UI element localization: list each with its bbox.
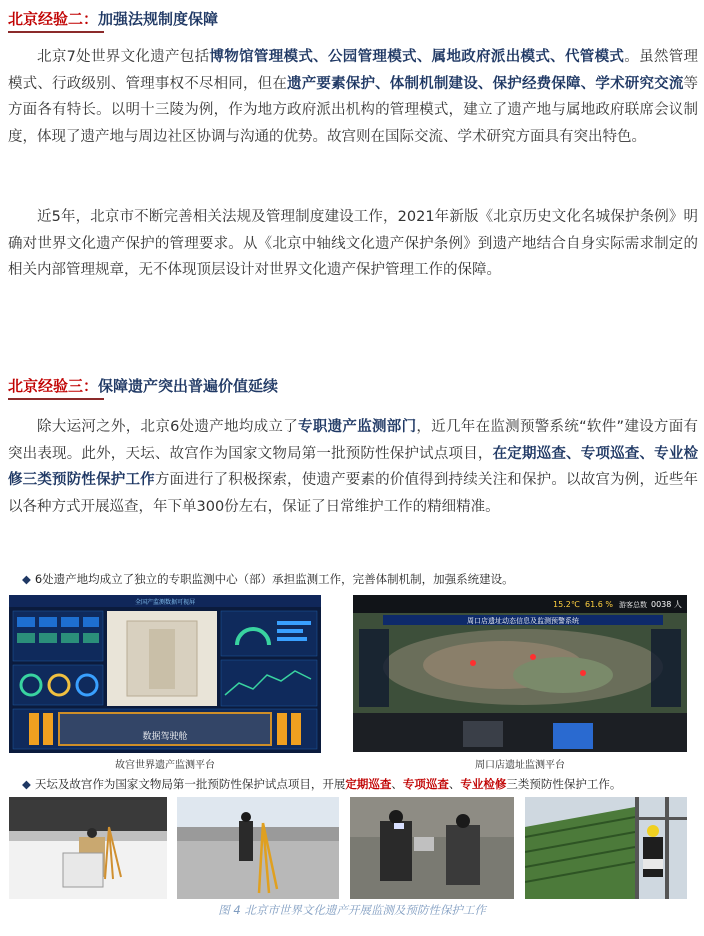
screen-humidity: 61.6 %	[585, 600, 613, 609]
monitoring-screen-illustration	[353, 595, 687, 752]
paragraph-text: 北京7处世界文化遗产包括	[37, 49, 210, 65]
section3-label: 北京经验三：	[8, 377, 99, 395]
dashboard-title: 全国产监测数据可视屏	[134, 599, 196, 606]
photo-terrace-survey-illustration	[177, 797, 339, 899]
photo-close-inspection	[350, 797, 514, 899]
section3-heading	[8, 376, 278, 396]
section2-heading	[8, 9, 218, 29]
paragraph-text: 等方面各有特长。以明十三陵为例，作为地方政府派出机构的管理模式，建立了遗产地与属地政府联席会议制度，体现了遗产地与周边社区协调与沟通的优势。故宫则在国际交流、学术研究方面具有突出特色。	[8, 75, 699, 145]
photo-roof-inspection	[525, 797, 687, 899]
highlighted-phrase: 遗产要素保护、体制机制建设、保护经费保障、学术研究交流	[287, 75, 684, 92]
forbidden-city-dashboard-image	[9, 595, 321, 753]
highlighted-phrase: 博物馆管理模式、公园管理模式、属地政府派出模式、代管模式	[209, 49, 625, 65]
section2-underline	[8, 31, 104, 33]
paragraph-text: ，近几年在监测预警系统“软件”建设方面有突出表现。此外，天坛、故宫作为国家文物局第一批预防性保护试点项目，	[8, 419, 699, 462]
zhoukoudian-monitoring-screen-image	[353, 595, 687, 752]
screen-header-text: 周口店遗址动态信息及监测预警系统	[467, 617, 579, 625]
screen-temperature: 15.2℃	[553, 600, 580, 609]
figure-bullet-2	[22, 776, 621, 792]
photo-snow-survey	[9, 797, 167, 899]
highlighted-phrase: 专职遗产监测部门	[298, 419, 417, 435]
figure-bullet-2-text: 天坛及故宫作为国家文物局第一批预防性保护试点项目，开展	[34, 777, 346, 791]
image1-caption: 故宫世界遗产监测平台	[115, 760, 215, 771]
screen-visitor-label: 游客总数	[619, 601, 647, 609]
image2-caption: 周口店遗址监测平台	[475, 760, 565, 771]
figure-bullet-2-separator-1: 、	[391, 777, 403, 791]
dashboard-illustration	[9, 595, 321, 753]
section2-label: 北京经验二：	[8, 10, 99, 28]
figure-bullet-2-highlight-2: 专项巡查	[402, 777, 449, 791]
figure-bullet-2-text-end: 三类预防性保护工作。	[506, 777, 622, 791]
highlighted-phrase: 在定期巡查、专项巡查、专业检修三类预防性保护工作	[8, 445, 699, 488]
photo-close-inspection-illustration	[350, 797, 514, 899]
figure-bullet-1-text: 6处遗产地均成立了独立的专职监测中心（部）承担监测工作，完善体制机制，加强系统建设。	[34, 572, 514, 586]
paragraph-text: 。虽然管理模式、行政级别、管理事权不尽相同，但在	[8, 49, 699, 92]
figure-bullet-1	[22, 571, 514, 587]
dashboard-overlay-text: 数据驾驶舱	[142, 732, 188, 742]
section2-paragraph-2: 近5年，北京市不断完善相关法规及管理制度建设工作，2021年新版《北京历史文化名城保护条例》明确对世界文化遗产保护的管理要求。从《北京中轴线文化遗产保护条例》到遗产地结合自身实际需求制定的相关内部管理规章，无不体现顶层设计对世界文化遗产保护管理工作的保障。	[8, 209, 698, 278]
diamond-bullet-icon: ◆	[22, 777, 31, 791]
figure-caption: 图 4 北京市世界文化遗产开展监测及预防性保护工作	[218, 903, 486, 917]
photo-terrace-survey	[177, 797, 339, 899]
photo-snow-survey-illustration	[9, 797, 167, 899]
section3-underline	[8, 398, 104, 400]
section2-paragraph-1	[8, 44, 698, 150]
diamond-bullet-icon: ◆	[22, 572, 31, 586]
screen-visitor-count: 0038 人	[651, 600, 682, 609]
section3-title: 保障遗产突出普遍价值延续	[98, 377, 279, 395]
figure-bullet-2-highlight-1: 定期巡查	[345, 777, 392, 791]
section2-title: 加强法规制度保障	[98, 10, 219, 28]
photo-roof-inspection-illustration	[525, 797, 687, 899]
figure-bullet-2-highlight-3: 专业检修	[460, 777, 507, 791]
section3-paragraph-1	[8, 414, 698, 520]
paragraph-text: 除大运河之外，北京6处遗产地均成立了	[37, 419, 299, 435]
figure-bullet-2-separator-2: 、	[448, 777, 461, 791]
paragraph-text: 方面进行了积极探索，使遗产要素的价值得到持续关注和保护。以故宫为例，近些年以各种方式开展巡查，年下单300份左右，保证了日常维护工作的精细精准。	[8, 472, 699, 515]
